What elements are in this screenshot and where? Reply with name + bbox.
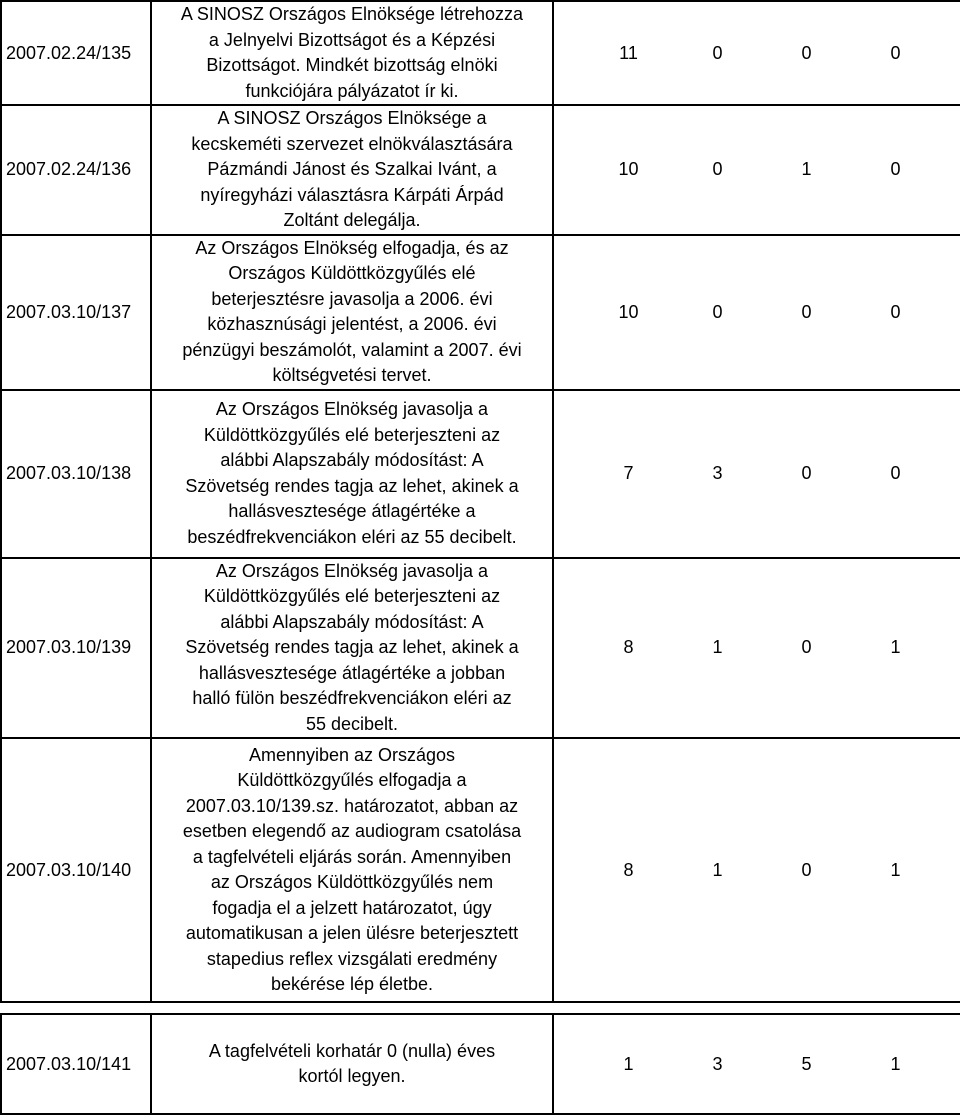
resolution-id: 2007.03.10/140 [1,738,151,1002]
resolution-id: 2007.03.10/141 [1,1014,151,1114]
table-row [1,235,960,390]
resolution-id: 2007.03.10/139 [1,558,151,739]
table-row [1,1014,960,1114]
vote-counts: 8 1 0 1 [553,558,960,739]
table-row [1,390,960,558]
vote-counts: 10 0 1 0 [553,105,960,235]
vote-counts: 1 3 5 1 [553,1014,960,1114]
vote-counts: 10 0 0 0 [553,235,960,390]
vote-counts: 7 3 0 0 [553,390,960,558]
table-row [1,738,960,1002]
resolution-id: 2007.03.10/138 [1,390,151,558]
resolution-text: A SINOSZ Országos Elnöksége létrehozza a Jelnyelvi Bizottságot és a Képzési Bizottságot. Mindkét bizottság elnöki funkciójára pályázatot ír ki. [151,1,553,105]
table-row [1,558,960,739]
resolution-text: Az Országos Elnökség javasolja a Küldöttközgyűlés elé beterjeszteni az alábbi Alapszabály módosítást: A Szövetség rendes tagja az lehet, akinek a hallásvesztesége átlagértéke a beszédfrekvenciákon eléri az 55 decibelt. [151,390,553,558]
resolution-text: Amennyiben az Országos Küldöttközgyűlés elfogadja a 2007.03.10/139.sz. határozatot, abban az esetben elegendő az audiogram csatolása a tagfelvételi eljárás során. Amennyiben az Országos Küldöttközgyűlés nem fogadja el a jelzett határozatot, úgy automatikusan a jelen ülésre beterjesztett stapedius reflex vizsgálati eredmény bekérése lép életbe. [151,738,553,1002]
resolution-id: 2007.02.24/136 [1,105,151,235]
table-row [1,1,960,105]
resolution-id: 2007.03.10/137 [1,235,151,390]
vote-counts: 8 1 0 1 [553,738,960,1002]
resolution-id: 2007.02.24/135 [1,1,151,105]
resolution-text: A SINOSZ Országos Elnöksége a kecskeméti szervezet elnökválasztására Pázmándi Jánost és Szalkai Ivánt, a nyíregyházi választásra Kárpáti Árpád Zoltánt delegálja. [151,105,553,235]
vote-counts: 11 0 0 0 [553,1,960,105]
row-gap [1,1002,960,1014]
resolution-text: Az Országos Elnökség elfogadja, és az Országos Küldöttközgyűlés elé beterjesztésre javasolja a 2006. évi közhasznúsági jelentést, a 2006. évi pénzügyi beszámolót, valamint a 2007. évi költségvetési tervet. [151,235,553,390]
resolution-text: Az Országos Elnökség javasolja a Küldöttközgyűlés elé beterjeszteni az alábbi Alapszabály módosítást: A Szövetség rendes tagja az lehet, akinek a hallásvesztesége átlagértéke a jobban halló fülön beszédfrekvenciákon eléri az 55 decibelt. [151,558,553,739]
resolution-text: A tagfelvételi korhatár 0 (nulla) éves kortól legyen. [151,1014,553,1114]
table-row [1,105,960,235]
